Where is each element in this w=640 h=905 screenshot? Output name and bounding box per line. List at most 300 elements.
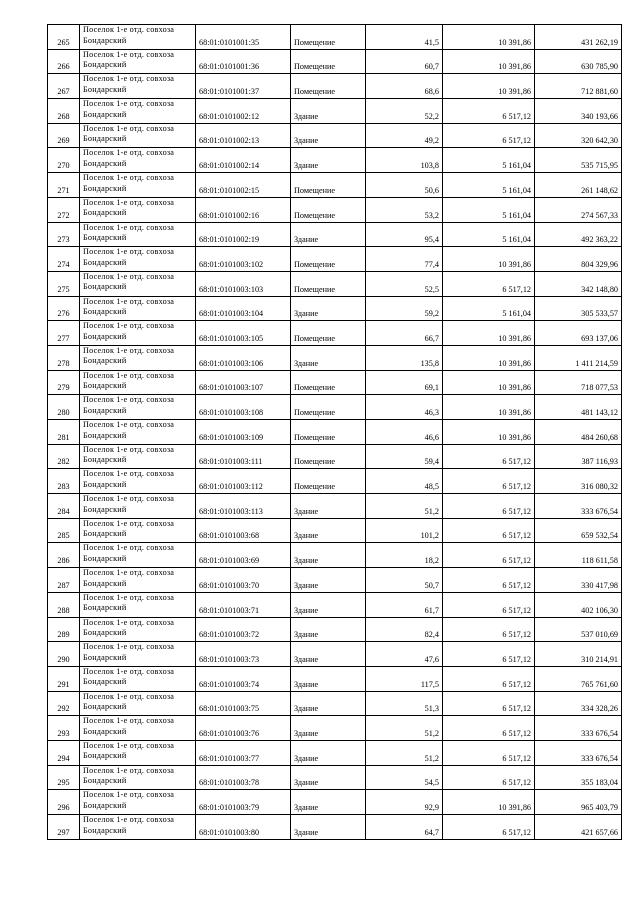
cadastral-value: 387 116,93 xyxy=(535,444,622,469)
area-value: 135,8 xyxy=(366,345,443,370)
address-line-2: Бондарский xyxy=(83,479,127,489)
table-row xyxy=(48,420,622,445)
unit-rate: 10 391,86 xyxy=(443,74,535,99)
row-number: 290 xyxy=(48,642,80,667)
address-line-2: Бондарский xyxy=(83,751,127,761)
unit-rate: 10 391,86 xyxy=(443,247,535,272)
area-value: 41,5 xyxy=(366,25,443,50)
row-number: 275 xyxy=(48,271,80,296)
cadastral-number: 68:01:0101001:35 xyxy=(196,25,291,50)
address-cell xyxy=(80,568,196,593)
area-value: 92,9 xyxy=(366,790,443,815)
row-number: 280 xyxy=(48,395,80,420)
unit-rate: 6 517,12 xyxy=(443,543,535,568)
address-cell xyxy=(80,247,196,272)
row-number: 266 xyxy=(48,49,80,74)
row-number: 283 xyxy=(48,469,80,494)
address-cell xyxy=(80,790,196,815)
address-line-2: Бондарский xyxy=(83,282,127,292)
address-line-1: Поселок 1-е отд. совхоза xyxy=(83,740,175,750)
address-line-2: Бондарский xyxy=(83,504,127,514)
cadastral-number: 68:01:0101003:103 xyxy=(196,271,291,296)
unit-rate: 6 517,12 xyxy=(443,568,535,593)
cadastral-number: 68:01:0101003:112 xyxy=(196,469,291,494)
address-cell xyxy=(80,691,196,716)
cadastral-number: 68:01:0101003:111 xyxy=(196,444,291,469)
object-type: Помещение xyxy=(291,444,366,469)
cadastral-number: 68:01:0101001:36 xyxy=(196,49,291,74)
address-line-1: Поселок 1-е отд. совхоза xyxy=(83,49,175,59)
row-number: 294 xyxy=(48,740,80,765)
cadastral-number: 68:01:0101003:106 xyxy=(196,345,291,370)
cadastral-number: 68:01:0101003:78 xyxy=(196,765,291,790)
unit-rate: 10 391,86 xyxy=(443,25,535,50)
unit-rate: 10 391,86 xyxy=(443,395,535,420)
address-line-1: Поселок 1-е отд. совхоза xyxy=(83,296,175,306)
address-line-1: Поселок 1-е отд. совхоза xyxy=(83,518,175,528)
address-line-2: Бондарский xyxy=(83,208,127,218)
table-row xyxy=(48,790,622,815)
address-line-2: Бондарский xyxy=(83,776,127,786)
area-value: 51,2 xyxy=(366,494,443,519)
address-line-2: Бондарский xyxy=(83,553,127,563)
address-line-1: Поселок 1-е отд. совхоза xyxy=(83,123,175,133)
cadastral-number: 68:01:0101002:14 xyxy=(196,148,291,173)
cadastral-value: 316 080,32 xyxy=(535,469,622,494)
address-line-2: Бондарский xyxy=(83,628,127,637)
address-line-1: Поселок 1-е отд. совхоза xyxy=(83,444,175,454)
area-value: 46,3 xyxy=(366,395,443,420)
table-row xyxy=(48,296,622,321)
object-type: Здание xyxy=(291,740,366,765)
address-line-2: Бондарский xyxy=(83,109,127,119)
object-type: Помещение xyxy=(291,395,366,420)
address-line-1: Поселок 1-е отд. совхоза xyxy=(83,716,175,726)
table-row xyxy=(48,395,622,420)
address-line-2: Бондарский xyxy=(83,652,127,662)
table-row xyxy=(48,370,622,395)
area-value: 59,4 xyxy=(366,444,443,469)
area-value: 66,7 xyxy=(366,321,443,346)
cadastral-number: 68:01:0101002:19 xyxy=(196,222,291,247)
table-row xyxy=(48,642,622,667)
cadastral-value: 342 148,80 xyxy=(535,271,622,296)
address-line-2: Бондарский xyxy=(83,134,127,144)
row-number: 282 xyxy=(48,444,80,469)
address-line-2: Бондарский xyxy=(83,257,127,267)
area-value: 51,2 xyxy=(366,716,443,741)
cadastral-number: 68:01:0101003:102 xyxy=(196,247,291,272)
area-value: 68,6 xyxy=(366,74,443,99)
address-line-1: Поселок 1-е отд. совхоза xyxy=(83,370,175,380)
unit-rate: 5 161,04 xyxy=(443,148,535,173)
object-type: Помещение xyxy=(291,469,366,494)
cadastral-number: 68:01:0101003:68 xyxy=(196,518,291,543)
cadastral-number: 68:01:0101003:104 xyxy=(196,296,291,321)
cadastral-value: 537 010,69 xyxy=(535,617,622,642)
object-type: Здание xyxy=(291,790,366,815)
area-value: 59,2 xyxy=(366,296,443,321)
cadastral-value: 659 532,54 xyxy=(535,518,622,543)
cadastral-value: 492 363,22 xyxy=(535,222,622,247)
cadastral-number: 68:01:0101003:70 xyxy=(196,568,291,593)
address-cell xyxy=(80,271,196,296)
object-type: Помещение xyxy=(291,370,366,395)
table-row xyxy=(48,543,622,568)
address-line-1: Поселок 1-е отд. совхоза xyxy=(83,568,175,578)
unit-rate: 5 161,04 xyxy=(443,173,535,198)
object-type: Помещение xyxy=(291,321,366,346)
unit-rate: 6 517,12 xyxy=(443,666,535,691)
address-line-1: Поселок 1-е отд. совхоза xyxy=(83,592,175,602)
object-type: Здание xyxy=(291,568,366,593)
table-body xyxy=(48,25,622,840)
address-line-2: Бондарский xyxy=(83,331,127,341)
cadastral-value: 333 676,54 xyxy=(535,740,622,765)
unit-rate: 6 517,12 xyxy=(443,518,535,543)
address-line-1: Поселок 1-е отд. совхоза xyxy=(83,74,175,84)
row-number: 267 xyxy=(48,74,80,99)
cadastral-number: 68:01:0101003:69 xyxy=(196,543,291,568)
address-line-1: Поселок 1-е отд. совхоза xyxy=(83,543,175,553)
unit-rate: 10 391,86 xyxy=(443,345,535,370)
row-number: 292 xyxy=(48,691,80,716)
unit-rate: 10 391,86 xyxy=(443,321,535,346)
address-cell xyxy=(80,469,196,494)
address-line-1: Поселок 1-е отд. совхоза xyxy=(83,666,175,676)
area-value: 52,5 xyxy=(366,271,443,296)
address-cell xyxy=(80,99,196,124)
cadastral-number: 68:01:0101003:113 xyxy=(196,494,291,519)
cadastral-number: 68:01:0101003:74 xyxy=(196,666,291,691)
unit-rate: 6 517,12 xyxy=(443,123,535,148)
row-number: 289 xyxy=(48,617,80,642)
row-number: 296 xyxy=(48,790,80,815)
cadastral-value: 965 403,79 xyxy=(535,790,622,815)
unit-rate: 5 161,04 xyxy=(443,222,535,247)
address-line-2: Бондарский xyxy=(83,603,127,613)
unit-rate: 10 391,86 xyxy=(443,420,535,445)
cadastral-number: 68:01:0101003:73 xyxy=(196,642,291,667)
cadastral-value: 320 642,30 xyxy=(535,123,622,148)
object-type: Здание xyxy=(291,617,366,642)
table-row xyxy=(48,321,622,346)
cadastral-number: 68:01:0101002:15 xyxy=(196,173,291,198)
object-type: Здание xyxy=(291,222,366,247)
address-line-2: Бондарский xyxy=(83,84,127,94)
cadastral-value: 718 077,53 xyxy=(535,370,622,395)
object-type: Здание xyxy=(291,518,366,543)
address-line-1: Поселок 1-е отд. совхоза xyxy=(83,395,175,405)
address-line-2: Бондарский xyxy=(83,405,127,415)
object-type: Здание xyxy=(291,765,366,790)
area-value: 64,7 xyxy=(366,815,443,840)
address-cell xyxy=(80,148,196,173)
row-number: 265 xyxy=(48,25,80,50)
area-value: 117,5 xyxy=(366,666,443,691)
address-line-1: Поселок 1-е отд. совхоза xyxy=(83,271,175,281)
row-number: 297 xyxy=(48,815,80,840)
address-cell xyxy=(80,666,196,691)
unit-rate: 5 161,04 xyxy=(443,296,535,321)
cadastral-value: 421 657,66 xyxy=(535,815,622,840)
area-value: 51,2 xyxy=(366,740,443,765)
area-value: 82,4 xyxy=(366,617,443,642)
address-cell xyxy=(80,197,196,222)
area-value: 60,7 xyxy=(366,49,443,74)
table-row xyxy=(48,592,622,617)
cadastral-value: 310 214,91 xyxy=(535,642,622,667)
cadastral-value: 333 676,54 xyxy=(535,494,622,519)
table-row xyxy=(48,222,622,247)
address-line-2: Бондарский xyxy=(83,60,127,70)
unit-rate: 6 517,12 xyxy=(443,815,535,840)
table-row xyxy=(48,518,622,543)
object-type: Помещение xyxy=(291,74,366,99)
address-line-2: Бондарский xyxy=(83,430,127,440)
cadastral-value: 402 106,30 xyxy=(535,592,622,617)
table-row xyxy=(48,444,622,469)
address-line-2: Бондарский xyxy=(83,677,127,687)
unit-rate: 6 517,12 xyxy=(443,691,535,716)
area-value: 46,6 xyxy=(366,420,443,445)
cadastral-number: 68:01:0101003:77 xyxy=(196,740,291,765)
address-cell xyxy=(80,25,196,50)
cadastral-number: 68:01:0101002:13 xyxy=(196,123,291,148)
cadastral-value: 261 148,62 xyxy=(535,173,622,198)
address-cell xyxy=(80,345,196,370)
address-line-2: Бондарский xyxy=(83,183,127,193)
unit-rate: 6 517,12 xyxy=(443,740,535,765)
object-type: Помещение xyxy=(291,420,366,445)
cadastral-number: 68:01:0101003:79 xyxy=(196,790,291,815)
area-value: 49,2 xyxy=(366,123,443,148)
area-value: 52,2 xyxy=(366,99,443,124)
address-line-1: Поселок 1-е отд. совхоза xyxy=(83,765,175,775)
row-number: 286 xyxy=(48,543,80,568)
address-cell xyxy=(80,49,196,74)
cadastral-value: 305 533,57 xyxy=(535,296,622,321)
table-row xyxy=(48,765,622,790)
cadastral-value: 484 260,68 xyxy=(535,420,622,445)
cadastral-value: 765 761,60 xyxy=(535,666,622,691)
table-row xyxy=(48,25,622,50)
address-line-1: Поселок 1-е отд. совхоза xyxy=(83,617,175,627)
row-number: 281 xyxy=(48,420,80,445)
table-row xyxy=(48,617,622,642)
row-number: 276 xyxy=(48,296,80,321)
address-line-1: Поселок 1-е отд. совхоза xyxy=(83,222,175,232)
area-value: 101,2 xyxy=(366,518,443,543)
table-row xyxy=(48,568,622,593)
address-line-1: Поселок 1-е отд. совхоза xyxy=(83,247,175,257)
row-number: 278 xyxy=(48,345,80,370)
address-line-2: Бондарский xyxy=(83,158,127,168)
address-cell xyxy=(80,642,196,667)
table-row xyxy=(48,247,622,272)
object-type: Помещение xyxy=(291,49,366,74)
object-type: Помещение xyxy=(291,173,366,198)
table-row xyxy=(48,740,622,765)
address-line-2: Бондарский xyxy=(83,307,127,317)
unit-rate: 6 517,12 xyxy=(443,494,535,519)
cadastral-number: 68:01:0101003:75 xyxy=(196,691,291,716)
address-line-2: Бондарский xyxy=(83,356,127,366)
cadastral-number: 68:01:0101001:37 xyxy=(196,74,291,99)
area-value: 50,6 xyxy=(366,173,443,198)
object-type: Здание xyxy=(291,494,366,519)
table-row xyxy=(48,271,622,296)
row-number: 273 xyxy=(48,222,80,247)
address-line-2: Бондарский xyxy=(83,825,127,835)
cadastral-value: 340 193,66 xyxy=(535,99,622,124)
table-row xyxy=(48,666,622,691)
object-type: Помещение xyxy=(291,247,366,272)
cadastral-value: 333 676,54 xyxy=(535,716,622,741)
address-cell xyxy=(80,222,196,247)
table-row xyxy=(48,197,622,222)
cadastral-number: 68:01:0101003:109 xyxy=(196,420,291,445)
area-value: 51,3 xyxy=(366,691,443,716)
unit-rate: 6 517,12 xyxy=(443,716,535,741)
cadastral-number: 68:01:0101003:71 xyxy=(196,592,291,617)
row-number: 272 xyxy=(48,197,80,222)
address-cell xyxy=(80,494,196,519)
table-row xyxy=(48,345,622,370)
cadastral-number: 68:01:0101003:105 xyxy=(196,321,291,346)
table-row xyxy=(48,99,622,124)
row-number: 270 xyxy=(48,148,80,173)
table-row xyxy=(48,49,622,74)
unit-rate: 10 391,86 xyxy=(443,790,535,815)
address-line-1: Поселок 1-е отд. совхоза xyxy=(83,321,175,331)
address-cell xyxy=(80,173,196,198)
unit-rate: 6 517,12 xyxy=(443,617,535,642)
row-number: 291 xyxy=(48,666,80,691)
row-number: 295 xyxy=(48,765,80,790)
cadastral-number: 68:01:0101003:107 xyxy=(196,370,291,395)
address-line-2: Бондарский xyxy=(83,578,127,588)
unit-rate: 6 517,12 xyxy=(443,592,535,617)
cadastral-value: 481 143,12 xyxy=(535,395,622,420)
row-number: 277 xyxy=(48,321,80,346)
row-number: 274 xyxy=(48,247,80,272)
address-cell xyxy=(80,74,196,99)
area-value: 69,1 xyxy=(366,370,443,395)
row-number: 279 xyxy=(48,370,80,395)
area-value: 18,2 xyxy=(366,543,443,568)
table-row xyxy=(48,123,622,148)
address-cell xyxy=(80,296,196,321)
address-cell xyxy=(80,420,196,445)
object-type: Здание xyxy=(291,296,366,321)
address-line-1: Поселок 1-е отд. совхоза xyxy=(83,148,175,158)
address-cell xyxy=(80,321,196,346)
cadastral-value: 330 417,98 xyxy=(535,568,622,593)
address-line-2: Бондарский xyxy=(83,726,127,736)
area-value: 54,5 xyxy=(366,765,443,790)
cadastral-value: 431 262,19 xyxy=(535,25,622,50)
address-line-1: Поселок 1-е отд. совхоза xyxy=(83,790,175,800)
address-line-1: Поселок 1-е отд. совхоза xyxy=(83,420,175,429)
area-value: 95,4 xyxy=(366,222,443,247)
object-type: Здание xyxy=(291,815,366,840)
cadastral-value: 274 567,33 xyxy=(535,197,622,222)
cadastral-number: 68:01:0101002:16 xyxy=(196,197,291,222)
address-line-2: Бондарский xyxy=(83,233,127,242)
area-value: 50,7 xyxy=(366,568,443,593)
address-cell xyxy=(80,617,196,642)
table-row xyxy=(48,173,622,198)
address-line-1: Поселок 1-е отд. совхоза xyxy=(83,469,175,479)
cadastral-value: 712 881,60 xyxy=(535,74,622,99)
object-type: Здание xyxy=(291,592,366,617)
object-type: Здание xyxy=(291,716,366,741)
area-value: 47,6 xyxy=(366,642,443,667)
object-type: Здание xyxy=(291,543,366,568)
cadastral-value-table xyxy=(47,24,622,840)
address-line-1: Поселок 1-е отд. совхоза xyxy=(83,691,175,701)
area-value: 48,5 xyxy=(366,469,443,494)
address-line-1: Поселок 1-е отд. совхоза xyxy=(83,494,175,504)
object-type: Помещение xyxy=(291,271,366,296)
address-cell xyxy=(80,123,196,148)
address-line-1: Поселок 1-е отд. совхоза xyxy=(83,197,175,207)
cadastral-value: 118 611,58 xyxy=(535,543,622,568)
row-number: 269 xyxy=(48,123,80,148)
unit-rate: 6 517,12 xyxy=(443,99,535,124)
address-line-2: Бондарский xyxy=(83,529,127,539)
address-line-2: Бондарский xyxy=(83,455,127,465)
cadastral-value: 1 411 214,59 xyxy=(535,345,622,370)
address-cell xyxy=(80,370,196,395)
object-type: Здание xyxy=(291,642,366,667)
address-line-2: Бондарский xyxy=(83,702,127,712)
object-type: Помещение xyxy=(291,197,366,222)
table-row xyxy=(48,148,622,173)
object-type: Помещение xyxy=(291,25,366,50)
cadastral-value: 630 785,90 xyxy=(535,49,622,74)
address-line-1: Поселок 1-е отд. совхоза xyxy=(83,99,175,109)
area-value: 53,2 xyxy=(366,197,443,222)
cadastral-number: 68:01:0101003:76 xyxy=(196,716,291,741)
address-cell xyxy=(80,592,196,617)
row-number: 285 xyxy=(48,518,80,543)
unit-rate: 6 517,12 xyxy=(443,642,535,667)
area-value: 103,8 xyxy=(366,148,443,173)
object-type: Здание xyxy=(291,691,366,716)
address-line-2: Бондарский xyxy=(83,35,127,45)
object-type: Здание xyxy=(291,666,366,691)
row-number: 284 xyxy=(48,494,80,519)
cadastral-value: 804 329,96 xyxy=(535,247,622,272)
address-cell xyxy=(80,395,196,420)
table-row xyxy=(48,691,622,716)
unit-rate: 10 391,86 xyxy=(443,370,535,395)
address-cell xyxy=(80,765,196,790)
table-row xyxy=(48,494,622,519)
table-row xyxy=(48,74,622,99)
row-number: 287 xyxy=(48,568,80,593)
area-value: 61,7 xyxy=(366,592,443,617)
cadastral-number: 68:01:0101003:108 xyxy=(196,395,291,420)
object-type: Здание xyxy=(291,123,366,148)
address-line-1: Поселок 1-е отд. совхоза xyxy=(83,642,175,652)
address-line-2: Бондарский xyxy=(83,800,127,810)
cadastral-number: 68:01:0101002:12 xyxy=(196,99,291,124)
object-type: Здание xyxy=(291,148,366,173)
cadastral-number: 68:01:0101003:80 xyxy=(196,815,291,840)
